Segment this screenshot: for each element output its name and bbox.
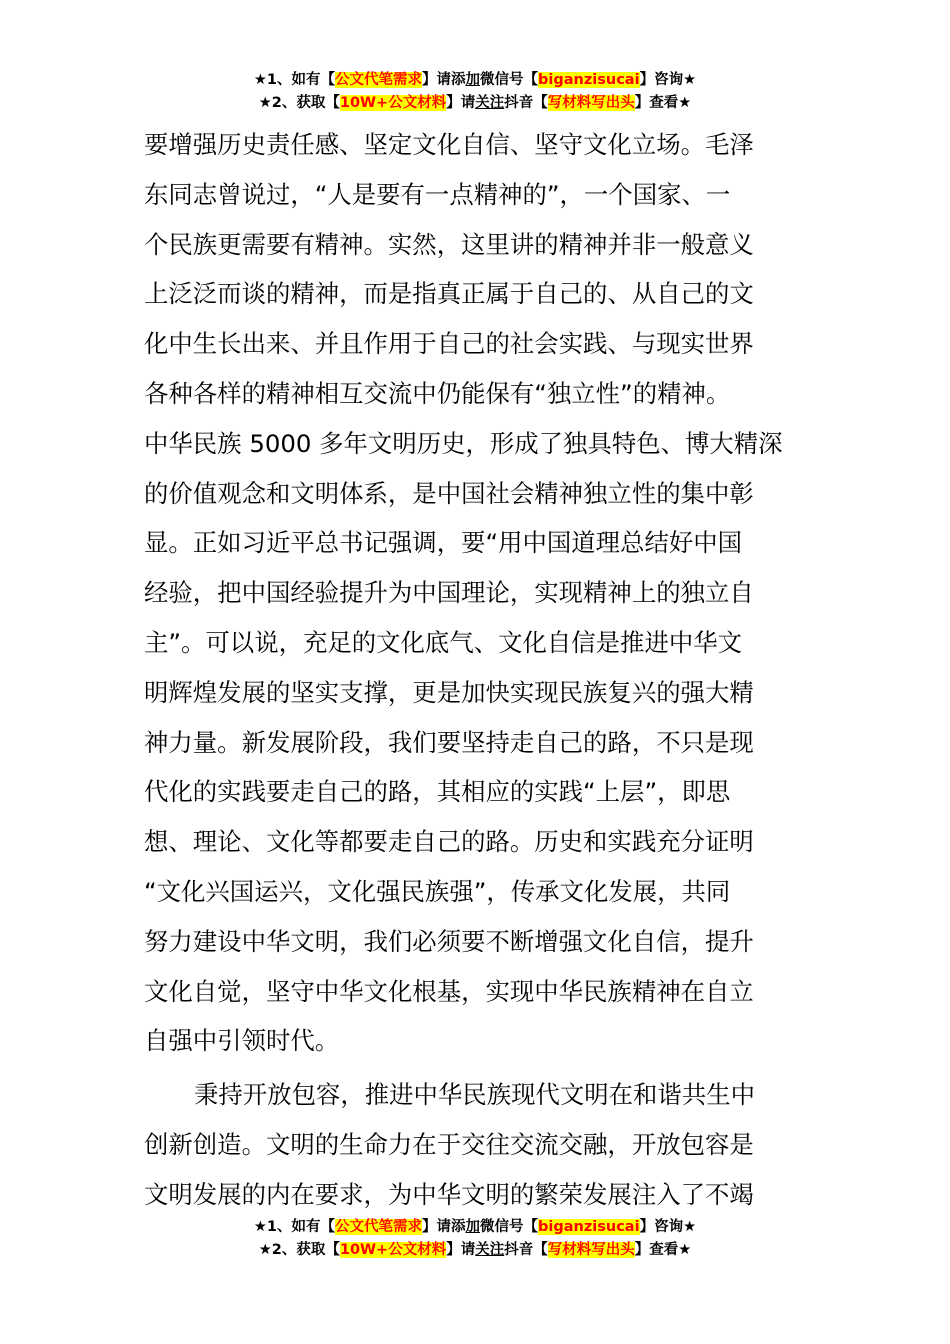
text-line: 明辉煌发展的坚实支撑，更是加快实现民族复兴的强大精	[144, 677, 754, 707]
text-line: 上泛泛而谈的精神，而是指真正属于自己的、从自己的文	[144, 279, 754, 309]
promo-text: 微信号【	[480, 1219, 539, 1235]
promo-text: ★1、如有【	[253, 1219, 336, 1235]
text-line: 化中生长出来、并且作用于自己的社会实践、与现实世界	[144, 329, 754, 359]
promo-underlined-text: 加	[465, 72, 481, 88]
promo-line-1	[0, 1216, 950, 1239]
promo-text: 】请	[446, 1242, 476, 1258]
promo-text: 】咨询★	[639, 1219, 697, 1235]
promo-highlight: 10W+公文材料	[339, 95, 447, 111]
promo-highlight: 公文代笔需求	[335, 1219, 423, 1235]
promo-text: 】查看★	[634, 1242, 692, 1258]
paragraph-2	[144, 1070, 808, 1219]
wechat-id-highlight: biganzisucai	[538, 1219, 640, 1235]
promo-text: 】查看★	[634, 95, 692, 111]
promo-text: 抖音【	[504, 95, 548, 111]
promo-text: ★2、获取【	[258, 1242, 340, 1258]
text-line: 努力建设中华文明，我们必须要不断增强文化自信，提升	[144, 926, 754, 956]
promo-line-1	[0, 69, 950, 92]
text-line: 想、理论、文化等都要走自己的路。历史和实践充分证明	[144, 827, 754, 857]
text-line: 自强中引领时代。	[144, 1026, 340, 1056]
promo-text: 】咨询★	[639, 72, 697, 88]
promo-line-2	[0, 1239, 950, 1262]
text-line: 个民族更需要有精神。实然，这里讲的精神并非一般意义	[144, 229, 754, 259]
text-line: 创新创造。文明的生命力在于交往交流交融，开放包容是	[144, 1129, 754, 1159]
promo-highlight: 10W+公文材料	[339, 1242, 447, 1258]
promo-text: ★1、如有【	[253, 72, 336, 88]
text-line: 显。正如习近平总书记强调，要“用中国道理总结好中国	[144, 528, 743, 558]
promo-highlight: 公文代笔需求	[335, 72, 423, 88]
text-line: 各种各样的精神相互交流中仍能保有“独立性”的精神。	[144, 378, 731, 408]
text-line: 中华民族 5000 多年文明历史，形成了独具特色、博大精深	[144, 428, 783, 458]
promo-text: ★2、获取【	[258, 95, 340, 111]
document-body	[144, 120, 808, 1220]
promo-text: 微信号【	[480, 72, 539, 88]
text-line: 文化自觉，坚守中华文化根基，实现中华民族精神在自立	[144, 976, 754, 1006]
text-line: 经验，把中国经验提升为中国理论，实现精神上的独立自	[144, 578, 754, 608]
text-line: 主”。可以说，充足的文化底气、文化自信是推进中华文	[144, 627, 743, 657]
promo-text: 】请	[446, 95, 476, 111]
promo-underlined-text: 关注	[475, 95, 505, 111]
text-line: 文明发展的内在要求，为中华文明的繁荣发展注入了不竭	[144, 1179, 754, 1209]
header-promo-banner	[0, 69, 950, 115]
promo-text: 抖音【	[504, 1242, 548, 1258]
promo-underlined-text: 关注	[475, 1242, 505, 1258]
text-line: 要增强历史责任感、坚定文化自信、坚守文化立场。毛泽	[144, 130, 754, 159]
footer-promo-banner	[0, 1216, 950, 1262]
text-line: 东同志曾说过，“人是要有一点精神的”，一个国家、一	[144, 179, 731, 209]
paragraph-1	[144, 120, 808, 1066]
douyin-account-highlight: 写材料写出头	[547, 1242, 635, 1258]
promo-text: 】请添	[422, 1219, 466, 1235]
promo-text: 】请添	[422, 72, 466, 88]
douyin-account-highlight: 写材料写出头	[547, 95, 635, 111]
text-line: 代化的实践要走自己的路，其相应的实践“上层”，即思	[144, 777, 731, 807]
text-line: 神力量。新发展阶段，我们要坚持走自己的路，不只是现	[144, 727, 754, 757]
text-line: “文化兴国运兴，文化强民族强”，传承文化发展，共同	[144, 876, 731, 906]
wechat-id-highlight: biganzisucai	[538, 72, 640, 88]
promo-underlined-text: 加	[465, 1219, 481, 1235]
promo-line-2	[0, 92, 950, 115]
text-line: 秉持开放包容，推进中华民族现代文明在和谐共生中	[194, 1080, 755, 1110]
text-line: 的价值观念和文明体系，是中国社会精神独立性的集中彰	[144, 478, 754, 508]
